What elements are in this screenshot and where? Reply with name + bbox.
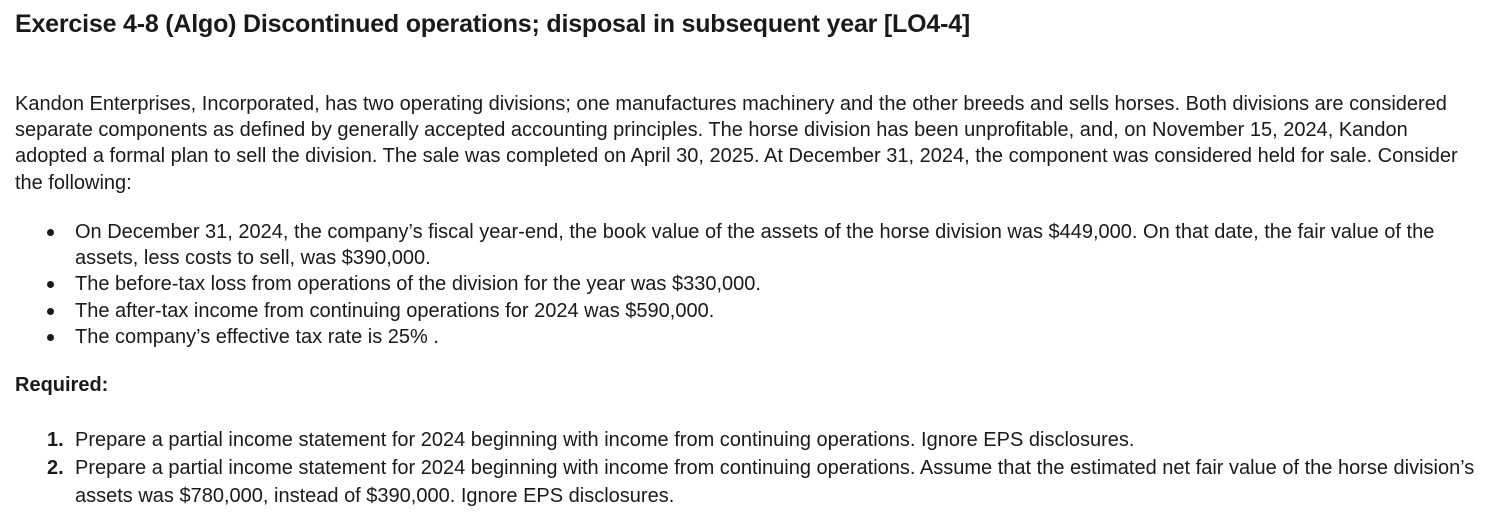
- fact-item: The after-tax income from continuing operations for 2024 was $590,000.: [15, 298, 1475, 324]
- intro-paragraph: Kandon Enterprises, Incorporated, has two operating divisions; one manufactures machinery and the other breeds and sells horses. Both divisions are considered separate components as defined by generally accepted accounting principles. The horse division has been unprofitable, and, on November 15, 2024, Kandon adopted a formal plan to sell the division. The sale was completed on April 30, 2025. At December 31, 2024, the component was considered held for sale. Consider the following:: [15, 93, 1458, 194]
- exercise-title: Exercise 4-8 (Algo) Discontinued operations; disposal in subsequent year [LO4-4]: [15, 10, 971, 38]
- requirement-item: [15, 426, 1475, 454]
- fact-item: The before-tax loss from operations of the division for the year was $330,000.: [15, 271, 1475, 297]
- requirement-number: 1.: [47, 429, 64, 451]
- facts-list: [15, 219, 1475, 350]
- requirement-text: Prepare a partial income statement for 2024 beginning with income from continuing operations. Ignore EPS disclosures.: [75, 429, 1135, 451]
- requirements-list: [15, 426, 1475, 510]
- requirement-text: Prepare a partial income statement for 2024 beginning with income from continuing operations. Assume that the estimated net fair value of the horse division’s assets was $780,000, instead of $390,000. Ignore EPS disclosures.: [75, 457, 1475, 507]
- required-heading: Required:: [15, 374, 109, 396]
- requirement-number: 2.: [47, 457, 64, 479]
- fact-item: On December 31, 2024, the company’s fiscal year-end, the book value of the assets of the horse division was $449,000. On that date, the fair value of the assets, less costs to sell, was $390,000.: [15, 219, 1475, 271]
- requirement-item: [15, 454, 1475, 510]
- fact-item: The company’s effective tax rate is 25% .: [15, 324, 1475, 350]
